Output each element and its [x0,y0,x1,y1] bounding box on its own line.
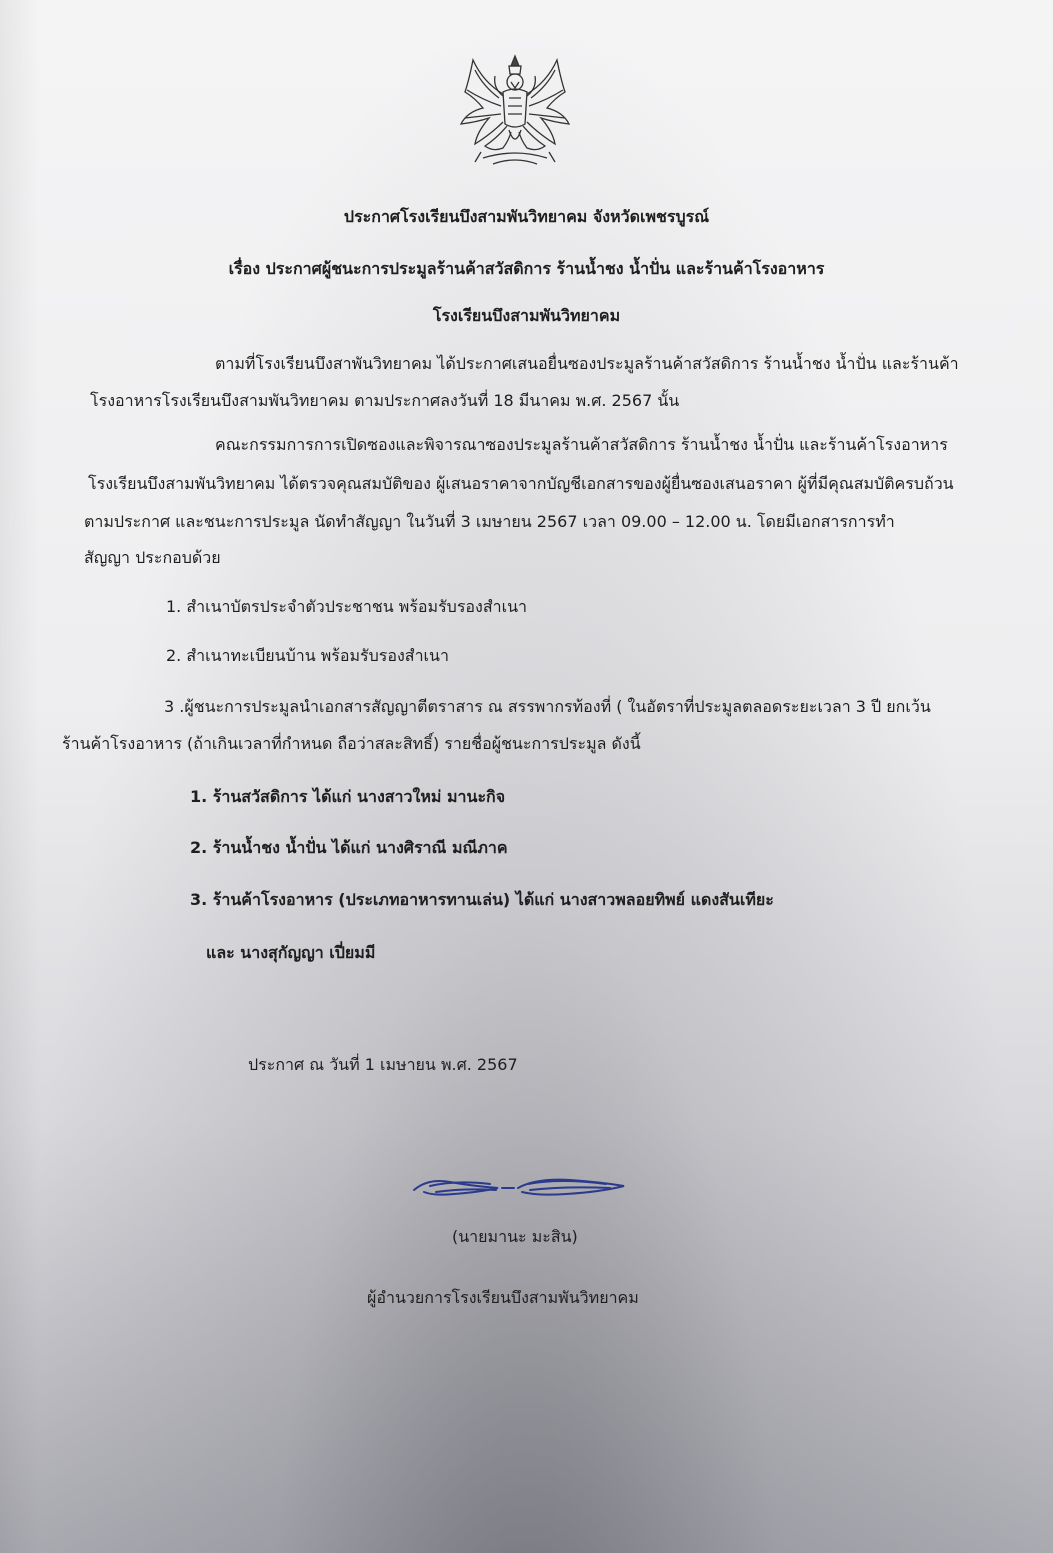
document-subject: เรื่อง ประกาศผู้ชนะการประมูลร้านค้าสวัสดิการ ร้านน้ำชง น้ำปั่น และร้านค้าโรงอาหาร [228,259,825,278]
winner-2: 2. ร้านน้ำชง น้ำปั่น ได้แก่ นางศิราณี มณีภาค [190,838,508,857]
para2-line4: สัญญา ประกอบด้วย [84,548,221,567]
document-school: โรงเรียนบึงสามพันวิทยาคม [432,306,621,325]
para2-line2: โรงเรียนบึงสามพันวิทยาคม ได้ตรวจคุณสมบัติของ ผู้เสนอราคาจากบัญชีเอกสารของผู้ยื่นซองเสนอราคา ผู้ที่มีคุณสมบัติครบถ้วน [88,474,954,493]
para2-line3: ตามประกาศ และชนะการประมูล นัดทำสัญญา ในวันที่ 3 เมษายน 2567 เวลา 09.00 – 12.00 น. โดยมีเอกสารการทำ [84,512,895,531]
para2-line1: คณะกรรมการการเปิดซองและพิจารณาซองประมูลร้านค้าสวัสดิการ ร้านน้ำชง น้ำปั่น และร้านค้าโรงอาหาร [215,435,948,454]
para1-line1: ตามที่โรงเรียนบึงสาพันวิทยาคม ได้ประกาศเสนอยื่นซองประมูลร้านค้าสวัสดิการ ร้านน้ำชง น้ำปั่น และร้านค้า [215,354,959,373]
garuda-emblem-icon [453,52,577,170]
document-item-1: 1. สำเนาบัตรประจำตัวประชาชน พร้อมรับรองสำเนา [166,597,527,616]
handwritten-signature [410,1168,635,1208]
announcement-date: ประกาศ ณ วันที่ 1 เมษายน พ.ศ. 2567 [248,1055,518,1074]
winner-3-cont: และ นางสุกัญญา เปี่ยมมี [206,943,376,962]
winner-1: 1. ร้านสวัสดิการ ได้แก่ นางสาวใหม่ มานะกิจ [190,787,506,806]
signatory-position: ผู้อำนวยการโรงเรียนบึงสามพันวิทยาคม [367,1288,639,1307]
signatory-name: (นายมานะ มะสิน) [452,1227,578,1246]
document-title: ประกาศโรงเรียนบึงสามพันวิทยาคม จังหวัดเพชรบูรณ์ [343,207,710,226]
item3-line1: 3 .ผู้ชนะการประมูลนำเอกสารสัญญาตีตราสาร ณ สรรพากรท้องที่ ( ในอัตราที่ประมูลตลอดระยะเวลา 3 ปี ยกเว้น [164,697,931,716]
para1-line2: โรงอาหารโรงเรียนบึงสามพันวิทยาคม ตามประกาศลงวันที่ 18 มีนาคม พ.ศ. 2567 นั้น [90,391,680,410]
winner-3: 3. ร้านค้าโรงอาหาร (ประเภทอาหารทานเล่น) ได้แก่ นางสาวพลอยทิพย์ แดงสันเทียะ [190,890,774,909]
document-item-2: 2. สำเนาทะเบียนบ้าน พร้อมรับรองสำเนา [166,646,449,665]
item3-line2: ร้านค้าโรงอาหาร (ถ้าเกินเวลาที่กำหนด ถือว่าสละสิทธิ์) รายชื่อผู้ชนะการประมูล ดังนี้ [62,734,641,753]
